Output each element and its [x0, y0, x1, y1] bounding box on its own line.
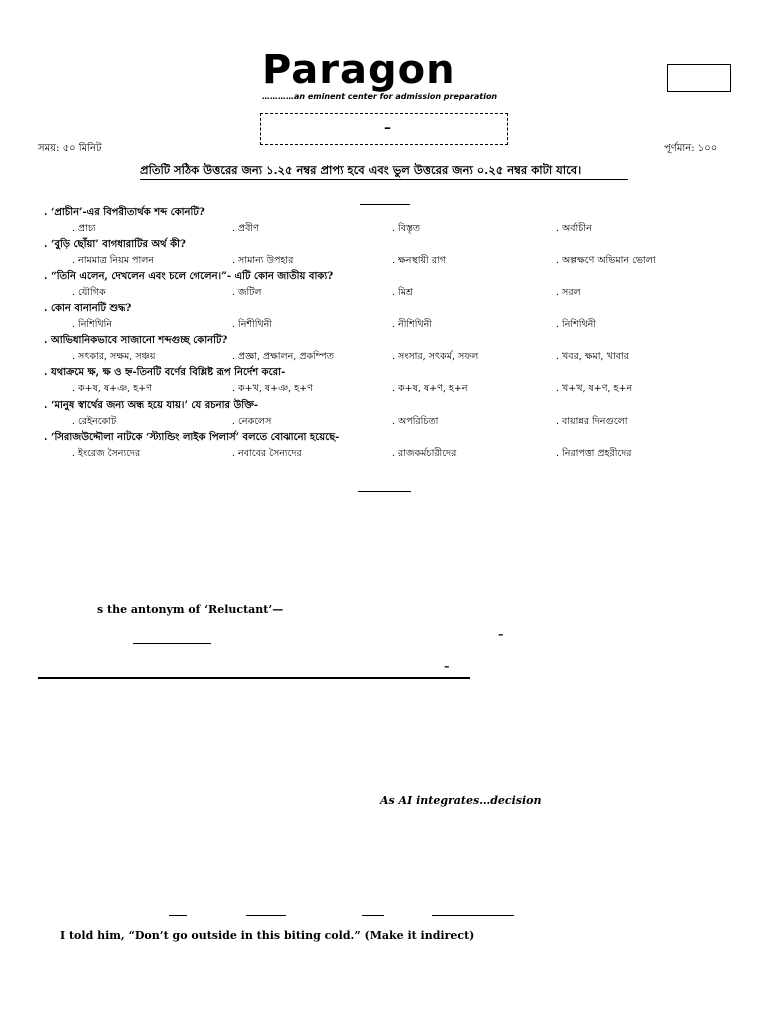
ai-passage-reference: As AI integrates…decision [380, 794, 542, 807]
question-text: . কোন বানানটি শুদ্ধ? [44, 303, 132, 314]
question-option: . সংসার, সৎকর্ম, সফল [392, 351, 479, 362]
question-option: . রাজকর্মচারীদের [392, 448, 457, 459]
dash-mark: – [444, 660, 450, 673]
question-option: . বায়ান্নর দিনগুলো [556, 416, 628, 427]
question-option: . বিস্তৃত [392, 223, 421, 234]
question-option: . সরল [556, 287, 581, 298]
roll-number-box [667, 64, 731, 92]
question-option: . নীশিথিনী [392, 319, 433, 330]
question-option: . অল্পক্ষণে অভিমান ভোলা [556, 255, 656, 266]
answer-blank [362, 915, 384, 916]
answer-blank [169, 915, 187, 916]
question-option: . ক+খ, ষ+ঞ, হ+ণ [232, 383, 313, 394]
question-option: . প্রজ্ঞা, প্রক্ষালন, প্রকম্পিত [232, 351, 334, 362]
question-text: . ‘সিরাজউদ্দৌলা নাটকে ‘স্ট্যান্ডিং লাইক পিলার্স’ বলতে বোঝানো হয়েছে- [44, 432, 340, 443]
answer-blank [246, 915, 286, 916]
brand-tagline: …………an eminent center for admission preparation [262, 92, 498, 101]
question-option: . খবর, ক্ষমা, খাবার [556, 351, 629, 362]
question-option: . খ+খ, ষ+ণ, হ+ন [556, 383, 633, 394]
answer-blank [432, 915, 514, 916]
question-text: . ‘প্রাচীন’-এর বিপরীতার্থক শব্দ কোনটি? [44, 207, 205, 218]
question-text: . যথাক্রমে ক্ষ, ক্ষ ও হ্ন-তিনটি বর্ণের বিশ্লিষ্ট রূপ নির্দেশ করো- [44, 367, 286, 378]
exam-full-marks: পূর্ণমান: ১০০ [664, 143, 718, 154]
section-divider-rule [358, 491, 411, 492]
narration-question: I told him, “Don’t go outside in this biting cold.” (Make it indirect) [60, 929, 475, 942]
question-option: . নিরাপত্তা প্রহরীদের [556, 448, 632, 459]
question-option: . ক+ষ, ষ+ণ, হ+ন [392, 383, 468, 394]
marking-notice: প্রতিটি সঠিক উত্তরের জন্য ১.২৫ নম্বর প্রাপ্য হবে এবং ভুল উত্তরের জন্য ০.২৫ নম্বর কাটা যাবে। [140, 163, 582, 177]
question-option: . মিশ্র [392, 287, 413, 298]
question-option: . নিশীথিনী [232, 319, 273, 330]
dash-mark: – [498, 628, 504, 641]
question-option: . নিশিথিনী [556, 319, 597, 330]
question-option: . অর্বাচীন [556, 223, 592, 234]
question-option: . ক্ষনস্থায়ী রাগ [392, 255, 446, 266]
answer-blank [133, 643, 211, 644]
question-option: . নিশিথিনি [72, 319, 113, 330]
exam-time: সময়: ৫০ মিনিট [38, 143, 102, 154]
question-text: . ‘বুড়ি ছোঁয়া’ বাগধারাটির অর্থ কী? [44, 239, 186, 250]
notice-underline [140, 179, 628, 180]
question-option: . ইংরেজ সৈন্যদের [72, 448, 141, 459]
question-option: . অপরিচিতা [392, 416, 439, 427]
question-option: . সৎকার, সক্ষম, সঞ্চয় [72, 351, 156, 362]
question-text: . ‘মানুষ স্বার্থের জন্য অন্ধ হয়ে যায়।’ যে রচনার উক্তি- [44, 400, 258, 411]
question-option: . সামান্য উপহার [232, 255, 294, 266]
exam-title-dash: – [384, 120, 391, 136]
antonym-question: s the antonym of ‘Reluctant’— [97, 603, 284, 616]
question-option: . নবাবের সৈন্যদের [232, 448, 302, 459]
question-option: . যৌগিক [72, 287, 106, 298]
question-option: . নেকলেস [232, 416, 272, 427]
question-option: . প্রাচ্য [72, 223, 96, 234]
question-option: . নামমাত্র নিয়ম পালন [72, 255, 155, 266]
question-text: . আভিধানিকভাবে সাজানো শব্দগুচ্ছ কোনটি? [44, 335, 228, 346]
question-option: . প্রবীণ [232, 223, 259, 234]
question-option: . ক+ষ, ষ+ঞ, হ+ণ [72, 383, 152, 394]
question-option: . রেইনকোট [72, 416, 117, 427]
brand-logo: Paragon [262, 47, 456, 93]
section-title-rule [360, 204, 410, 205]
question-text: . “তিনি এলেন, দেখলেন এবং চলে গেলেন।”- এটি কোন জাতীয় বাক্য? [44, 271, 334, 282]
section-separator-rule [38, 677, 470, 679]
question-option: . জটিল [232, 287, 262, 298]
